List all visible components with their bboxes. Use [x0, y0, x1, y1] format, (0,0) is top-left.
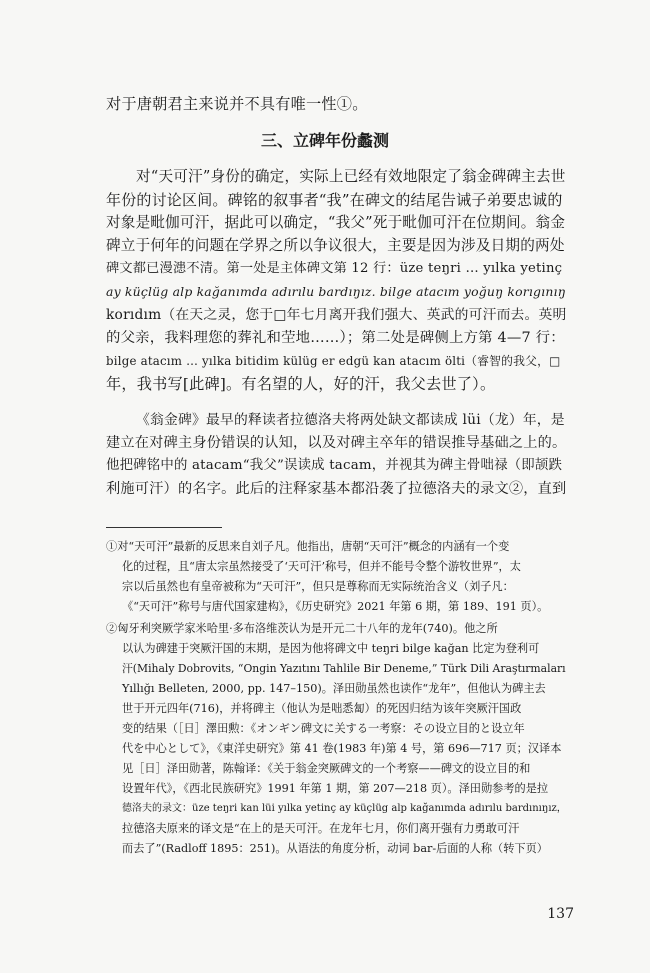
paragraph-line: 他把碑铭中的 atacam“我父”误读成 tacam，并视其为碑主骨咄禄（即颉跌	[106, 458, 563, 473]
paragraph-line: 碑立于何年的问题在学界之所以争议很大，主要是因为涉及日期的两处	[106, 237, 565, 254]
footnote-line: Yıllığı Belleten, 2000, pp. 147–150)。泽田勋虽然也读作“龙年”，但他认为碑主去	[122, 682, 546, 695]
footnote-line: 《“天可汗”称号与唐代国家建构》，《历史研究》2021 年第 6 期，第 189、191 页）。	[122, 600, 549, 613]
footnote-line: ②匈牙利突厥学家米哈里·多布洛维茨认为是开元二十八年的龙年(740)。他之所	[106, 622, 498, 635]
footnote-line: 设置年代》，《西北民族研究》1991 年第 1 期，第 207—218 页）。泽田勋参考的是拉	[122, 782, 549, 795]
page-number: 137	[547, 906, 574, 922]
footnote-line: 而去了”(Radloff 1895：251)。从语法的角度分析，动词 bar-后面的人称（转下页）	[122, 842, 548, 855]
footnote-divider	[106, 527, 222, 528]
paragraph-line: 《翁金碑》最早的释读者拉德洛夫将两处缺文都读成 lüi（龙）年，是	[136, 412, 565, 428]
footnote-line: 德洛夫的录文：üze teŋri kan lüi yılka yetinç ay küçlüg alp kağanımda adırılu bardınıŋız，	[122, 803, 567, 814]
footnote-line: 以认为碑建于突厥汗国的末期，是因为他将碑文中 teŋri bilge kağan 比定为登利可	[122, 642, 540, 655]
paragraph-line: 建立在对碑主身份错误的认知，以及对碑主卒年的错误推导基础之上的。	[106, 435, 567, 451]
paragraph-line: 的父亲，我料理您的葬礼和茔地……）；第二处是碑侧上方第 4—7 行：	[106, 330, 565, 346]
footnote-line: 变的结果（［日］澤田勲：《オンギン碑文に关する一考察：その设立目的と设立年	[122, 722, 525, 735]
footnote-line: ①对“天可汗”最新的反思来自刘子凡。他指出，唐朝“天可汗”概念的内涵有一个变	[106, 540, 510, 553]
footnote-line: 宗以后虽然也有皇帝被称为“天可汗”，但只是尊称而无实际统治含义（刘子凡：	[122, 580, 514, 593]
paragraph-line: 年份的讨论区间。碑铭的叙事者“我”在碑文的结尾告诫子弟要忠诚的	[106, 191, 563, 209]
paragraph-line: ay küçlüg alp kağanımda adırılu bardıŋız. bilge atacım yoğuŋ korıgınıŋ	[106, 284, 566, 299]
paragraph-line: 对象是毗伽可汗，据此可以确定，“我父”死于毗伽可汗在位期间。翁金	[106, 214, 566, 231]
section-heading: 三、立碑年份蠡测	[260, 131, 389, 150]
footnote-line: 见［日］泽田勋著，陈翰译：《关于翁金突厥碑文的一个考察——碑文的设立目的和	[122, 762, 531, 775]
footnote-line: 化的过程，且“唐太宗虽然接受了‘天可汗’称号，但并不能号令整个游牧世界”，太	[122, 560, 521, 573]
footnote-line: 拉德洛夫原来的译文是“在上的是天可汗。在龙年七月，你们离开强有力勇敢可汗	[122, 822, 520, 835]
footnote-line: 世于开元四年(716)，并将碑主（他认为是咄悉匐）的死因归结为该年突厥汗国政	[122, 702, 522, 715]
paragraph-line: 年，我书写[此碑]。有名望的人，好的汗，我父去世了）。	[106, 375, 496, 393]
paragraph-line: 对“天可汗”身份的确定，实际上已经有效地限定了翁金碑碑主去世	[136, 168, 566, 185]
paragraph-line: 利施可汗）的名字。此后的注释家基本都沿袭了拉德洛夫的录文②，直到	[106, 481, 567, 497]
paragraph-line: bilge atacım … yılka bitidim külüg er edgü kan atacım ölti（睿智的我父，□	[106, 354, 561, 368]
top-line: 对于唐朝君主来说并不具有唯一性①。	[106, 95, 368, 113]
paragraph-line: 碑文都已漫漶不清。第一处是主体碑文第 12 行：üze teŋri … yılka yetinç	[106, 261, 563, 276]
paragraph-line: korıdım（在天之灵，您于□年七月离开我们强大、英武的可汗而去。英明	[106, 307, 567, 323]
footnote-line: 代を中心として》，《東洋史研究》第 41 卷(1983 年)第 4 号，第 696—717 页；汉译本	[122, 742, 562, 755]
footnote-line: 汗(Mihaly Dobrovits, “Ongin Yazıtını Tahlile Bir Deneme,” Türk Dili Araştırmaları	[122, 662, 566, 675]
